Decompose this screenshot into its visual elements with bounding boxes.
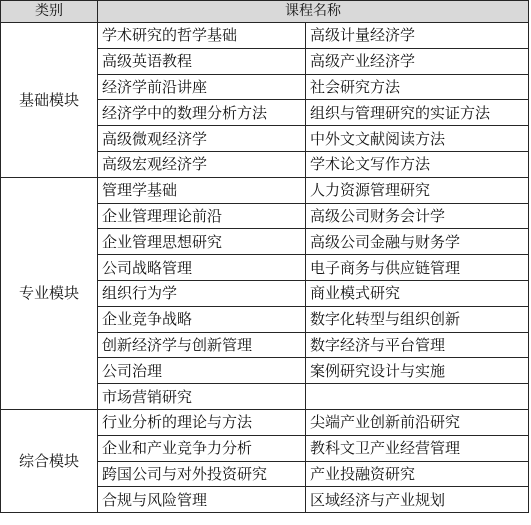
- course-cell: 管理学基础: [98, 177, 306, 203]
- course-cell: 商业模式研究: [306, 280, 529, 306]
- header-category: 类别: [1, 1, 98, 23]
- table-header-row: [1, 1, 529, 23]
- course-cell: 高级公司金融与财务学: [306, 229, 529, 255]
- course-cell: 中外文文献阅读方法: [306, 126, 529, 152]
- course-cell: 教科文卫产业经营管理: [306, 435, 529, 461]
- course-cell: 案例研究设计与实施: [306, 358, 529, 384]
- course-cell: 市场营销研究: [98, 384, 306, 410]
- course-cell-empty: [306, 384, 529, 410]
- table-row: [1, 23, 529, 49]
- course-cell: 组织行为学: [98, 280, 306, 306]
- course-cell: 经济学前沿讲座: [98, 74, 306, 100]
- course-cell: 公司战略管理: [98, 255, 306, 281]
- course-cell: 高级公司财务会计学: [306, 203, 529, 229]
- course-cell: 尖端产业创新前沿研究: [306, 409, 529, 435]
- course-cell: 高级计量经济学: [306, 23, 529, 49]
- course-cell: 高级产业经济学: [306, 48, 529, 74]
- course-cell: 企业竞争战略: [98, 306, 306, 332]
- course-cell: 组织与管理研究的实证方法: [306, 100, 529, 126]
- course-cell: 产业投融资研究: [306, 461, 529, 487]
- course-cell: 企业管理思想研究: [98, 229, 306, 255]
- course-cell: 合规与风险管理: [98, 487, 306, 513]
- course-cell: 跨国公司与对外投资研究: [98, 461, 306, 487]
- course-cell: 电子商务与供应链管理: [306, 255, 529, 281]
- header-course-name: 课程名称: [98, 1, 529, 23]
- course-cell: 公司治理: [98, 358, 306, 384]
- course-cell: 学术研究的哲学基础: [98, 23, 306, 49]
- course-cell: 数字经济与平台管理: [306, 332, 529, 358]
- course-cell: 社会研究方法: [306, 74, 529, 100]
- table-row: [1, 177, 529, 203]
- course-cell: 企业管理理论前沿: [98, 203, 306, 229]
- course-cell: 数字化转型与组织创新: [306, 306, 529, 332]
- course-cell: 高级宏观经济学: [98, 151, 306, 177]
- course-cell: 行业分析的理论与方法: [98, 409, 306, 435]
- table-row: [1, 409, 529, 435]
- course-cell: 创新经济学与创新管理: [98, 332, 306, 358]
- course-cell: 高级英语教程: [98, 48, 306, 74]
- module-professional: 专业模块: [1, 177, 98, 409]
- module-basic: 基础模块: [1, 23, 98, 178]
- course-cell: 经济学中的数理分析方法: [98, 100, 306, 126]
- module-comprehensive: 综合模块: [1, 409, 98, 512]
- course-cell: 企业和产业竞争力分析: [98, 435, 306, 461]
- course-cell: 学术论文写作方法: [306, 151, 529, 177]
- course-cell: 高级微观经济学: [98, 126, 306, 152]
- course-cell: 人力资源管理研究: [306, 177, 529, 203]
- course-cell: 区域经济与产业规划: [306, 487, 529, 513]
